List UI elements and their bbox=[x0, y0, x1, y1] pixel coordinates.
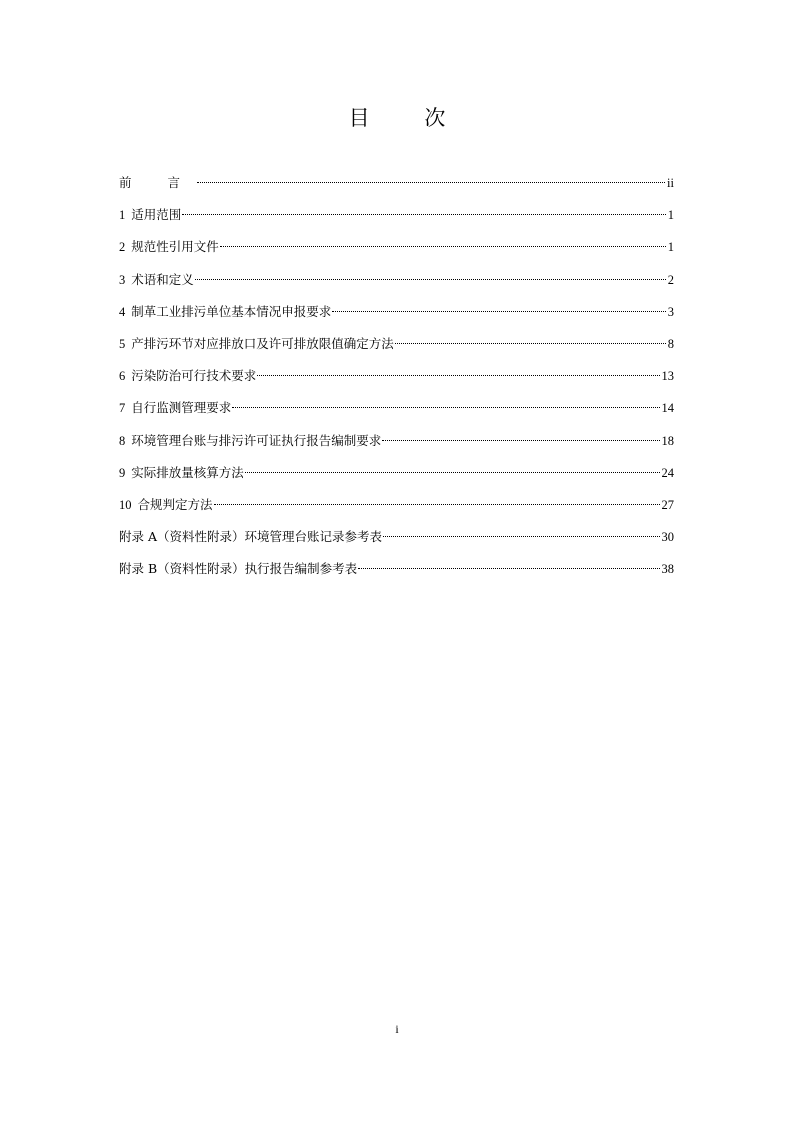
dot-leader bbox=[197, 182, 665, 183]
toc-entry-emission-accounting[interactable] bbox=[119, 460, 674, 492]
toc-entry-number: 2 bbox=[119, 240, 126, 255]
toc-entry-page: 1 bbox=[667, 240, 674, 255]
toc-entry-label: 制革工业排污单位基本情况申报要求 bbox=[131, 303, 332, 319]
toc-entry-label: 产排污环节对应排放口及许可排放限值确定方法 bbox=[131, 335, 394, 351]
toc-entry-page: 38 bbox=[661, 562, 674, 577]
toc-entry-page: 30 bbox=[661, 530, 674, 545]
dot-leader bbox=[195, 279, 666, 280]
toc-entry-normative-references[interactable] bbox=[119, 234, 674, 266]
toc-entry-label: 环境管理台账与排污许可证执行报告编制要求 bbox=[131, 432, 382, 448]
toc-entry-label: 附录 A（资料性附录）环境管理台账记录参考表 bbox=[119, 529, 383, 545]
toc-entry-discharge-limits[interactable] bbox=[119, 331, 674, 363]
toc-entry-page: 18 bbox=[661, 433, 674, 448]
toc-entry-label: 自行监测管理要求 bbox=[131, 400, 232, 416]
page-number: i bbox=[395, 1022, 399, 1036]
toc-entry-number: 7 bbox=[119, 401, 126, 416]
toc-entry-label: 附录 B（资料性附录）执行报告编制参考表 bbox=[119, 561, 358, 577]
toc-entry-label: 实际排放量核算方法 bbox=[131, 464, 244, 480]
dot-leader bbox=[395, 343, 666, 344]
toc-entry-page: 14 bbox=[661, 401, 674, 416]
toc-entry-scope[interactable] bbox=[119, 202, 674, 234]
toc-entry-label: 规范性引用文件 bbox=[131, 239, 219, 255]
dot-leader bbox=[182, 214, 665, 215]
toc-entry-label: 前 言 bbox=[119, 175, 196, 190]
toc-entry-terms[interactable] bbox=[119, 267, 674, 299]
toc-entry-appendix-a[interactable] bbox=[119, 524, 674, 556]
page-title: 目 次 bbox=[348, 106, 470, 130]
toc-entry-page: 27 bbox=[661, 497, 674, 512]
dot-leader bbox=[220, 246, 666, 247]
toc-entry-label: 适用范围 bbox=[131, 207, 182, 223]
table-of-contents bbox=[119, 170, 674, 588]
toc-entry-number: 6 bbox=[119, 369, 126, 384]
toc-entry-number: 9 bbox=[119, 465, 126, 480]
toc-entry-label: 污染防治可行技术要求 bbox=[131, 368, 257, 384]
toc-entry-number: 10 bbox=[119, 497, 132, 512]
toc-entry-number: 4 bbox=[119, 304, 126, 319]
toc-entry-page: 13 bbox=[661, 369, 674, 384]
toc-entry-appendix-b[interactable] bbox=[119, 556, 674, 588]
toc-entry-label: 术语和定义 bbox=[131, 271, 194, 287]
toc-entry-number: 8 bbox=[119, 433, 126, 448]
dot-leader bbox=[245, 472, 660, 473]
toc-entry-page: 24 bbox=[661, 465, 674, 480]
toc-entry-page: 1 bbox=[667, 208, 674, 223]
toc-entry-self-monitoring[interactable] bbox=[119, 395, 674, 427]
dot-leader bbox=[257, 375, 659, 376]
toc-entry-basic-info[interactable] bbox=[119, 299, 674, 331]
toc-entry-pollution-control[interactable] bbox=[119, 363, 674, 395]
toc-entry-number: 1 bbox=[119, 208, 126, 223]
toc-entry-page: 2 bbox=[667, 272, 674, 287]
dot-leader bbox=[332, 311, 665, 312]
toc-entry-compliance[interactable] bbox=[119, 492, 674, 524]
toc-entry-page: ii bbox=[667, 176, 674, 190]
toc-entry-page: 3 bbox=[667, 304, 674, 319]
toc-entry-preface[interactable] bbox=[119, 170, 674, 202]
dot-leader bbox=[232, 407, 659, 408]
dot-leader bbox=[214, 504, 660, 505]
toc-entry-number: 3 bbox=[119, 272, 126, 287]
dot-leader bbox=[358, 568, 659, 569]
dot-leader bbox=[383, 536, 659, 537]
dot-leader bbox=[382, 440, 659, 441]
toc-entry-page: 8 bbox=[667, 336, 674, 351]
toc-entry-label: 合规判定方法 bbox=[137, 496, 213, 512]
toc-entry-number: 5 bbox=[119, 336, 126, 351]
toc-entry-ledger-reporting[interactable] bbox=[119, 428, 674, 460]
